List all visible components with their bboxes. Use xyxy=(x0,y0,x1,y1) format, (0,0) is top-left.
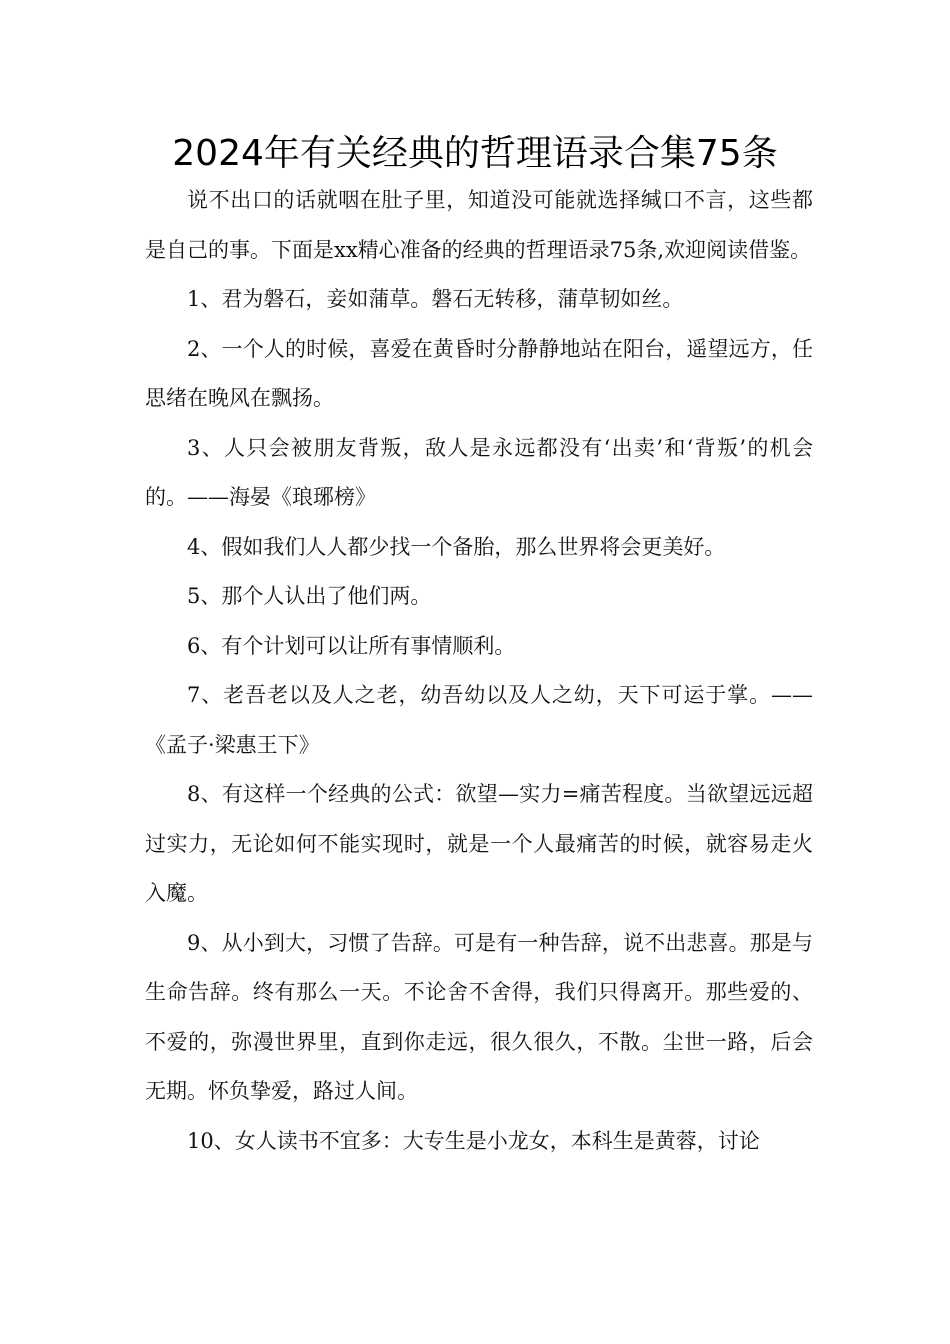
quote-paragraph-2: 2、一个人的时候，喜爱在黄昏时分静静地站在阳台，遥望远方，任思绪在晚风在飘扬。 xyxy=(145,336,813,410)
intro-paragraph: 说不出口的话就咽在肚子里，知道没可能就选择缄口不言，这些都是自己的事。下面是xx精心准备的经典的哲理语录75条,欢迎阅读借鉴。 xyxy=(145,188,813,262)
quote-paragraph-3: 3、人只会被朋友背叛，敌人是永远都没有‘出卖’和‘背叛’的机会的。——海晏《琅琊榜》 xyxy=(145,435,813,509)
quote-paragraph-8: 8、有这样一个经典的公式：欲望—实力=痛苦程度。当欲望远远超过实力，无论如何不能实现时，就是一个人最痛苦的时候，就容易走火入魔。 xyxy=(145,782,813,905)
quote-paragraph-7: 7、老吾老以及人之老，幼吾幼以及人之幼，天下可运于掌。——《孟子·梁惠王下》 xyxy=(145,683,813,757)
document-body xyxy=(145,176,813,1166)
quote-paragraph-5: 5、那个人认出了他们两。 xyxy=(187,584,432,608)
quote-paragraph-1: 1、君为磐石，妾如蒲草。磐石无转移，蒲草韧如丝。 xyxy=(187,287,684,311)
document-title: 2024年有关经典的哲理语录合集75条 xyxy=(172,133,778,174)
quote-paragraph-4: 4、假如我们人人都少找一个备胎，那么世界将会更美好。 xyxy=(187,534,726,559)
quote-paragraph-6: 6、有个计划可以让所有事情顺利。 xyxy=(187,633,516,658)
quote-paragraph-9: 9、从小到大，习惯了告辞。可是有一种告辞，说不出悲喜。那是与生命告辞。终有那么一天。不论舍不舍得，我们只得离开。那些爱的、不爱的，弥漫世界里，直到你走远，很久很久，不散。尘世一路，后会无期。怀负挚爱，路过人间。 xyxy=(145,930,813,1103)
quote-paragraph-10: 10、女人读书不宜多：大专生是小龙女，本科生是黄蓉，讨论 xyxy=(187,1128,760,1153)
